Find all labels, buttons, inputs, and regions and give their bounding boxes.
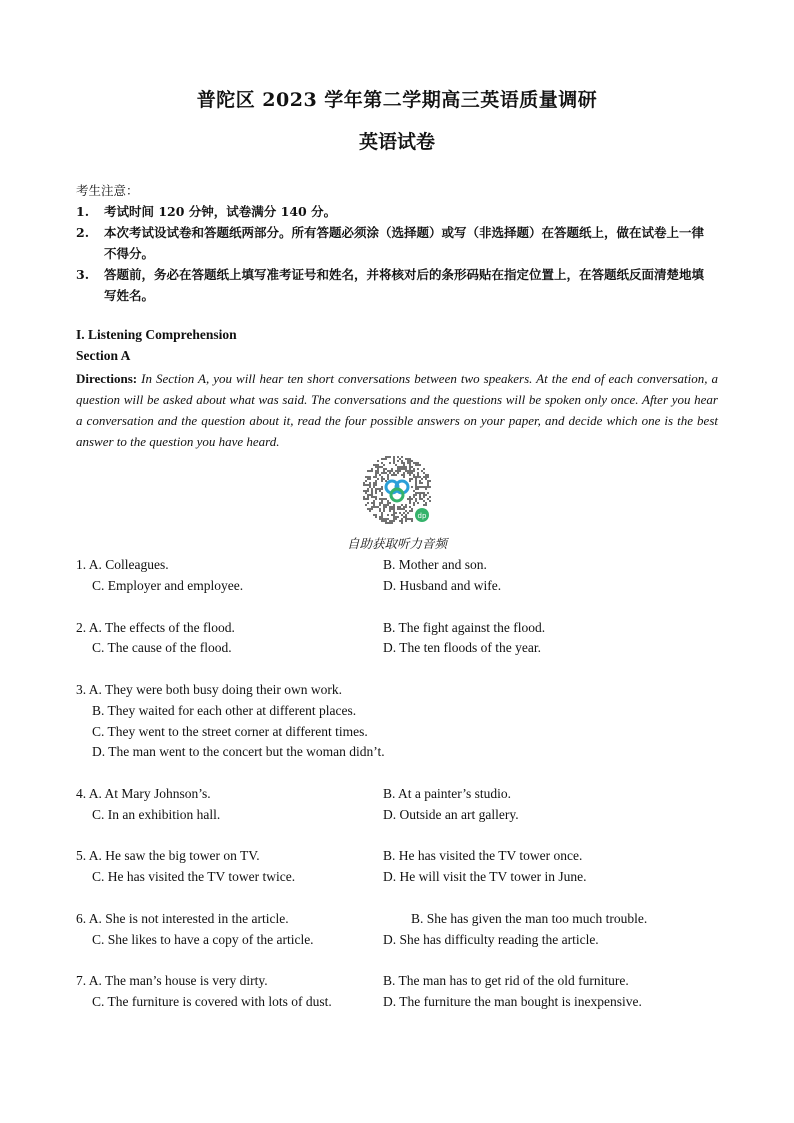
option-4c: C. In an exhibition hall. — [92, 807, 221, 822]
option-2a: 2. A. The effects of the flood. — [76, 620, 235, 635]
qr-code-icon[interactable] — [361, 454, 433, 526]
option-7b: B. The man has to get rid of the old furniture. — [383, 973, 629, 988]
notice-text: 考试时间 120 分钟，试卷满分 140 分。 — [104, 204, 337, 219]
notice-number: 3. — [76, 267, 90, 282]
notice-number: 1. — [76, 204, 90, 219]
directions — [76, 368, 718, 452]
option-6c: C. She likes to have a copy of the article. — [92, 932, 314, 947]
exam-subtitle: 英语试卷 — [358, 131, 435, 153]
option-4b: B. At a painter’s studio. — [383, 786, 511, 801]
option-5a: 5. A. He saw the big tower on TV. — [76, 848, 260, 863]
option-7c: C. The furniture is covered with lots of dust. — [92, 994, 332, 1009]
option-3d: D. The man went to the concert but the woman didn’t. — [92, 744, 385, 759]
exam-title: 普陀区 2023 学年第二学期高三英语质量调研 — [196, 89, 598, 111]
option-2b: B. The fight against the flood. — [383, 620, 546, 635]
notice-item — [76, 264, 716, 306]
option-5c: C. He has visited the TV tower twice. — [92, 869, 296, 884]
qr-caption: 自助获取听力音频 — [346, 536, 447, 551]
option-3b: B. They waited for each other at different places. — [92, 703, 357, 718]
option-1d: D. Husband and wife. — [383, 578, 502, 593]
part-title: I. Listening Comprehension — [76, 327, 237, 342]
directions-text: In Section A, you will hear ten short conversations between two speakers. At the end of each conversation, a question will be asked about what was said. The conversations and the questions will be spoken only once. After you hear a conversation and the question about it, read the four possible answers on your paper, and decide which one is the best answer to the question you have heard. — [76, 371, 718, 449]
notice-text: 本次考试设试卷和答题纸两部分。所有答题必须涂（选择题）或写（非选择题）在答题纸上，做在试卷上一律不得分。 — [104, 225, 705, 261]
notice-text: 答题前，务必在答题纸上填写准考证号和姓名，并将核对后的条形码贴在指定位置上，在答题纸反面清楚地填写姓名。 — [104, 267, 705, 303]
option-7d: D. The furniture the man bought is inexpensive. — [383, 994, 642, 1009]
option-4d: D. Outside an art gallery. — [383, 807, 519, 822]
notice-item — [76, 201, 716, 222]
section-title: Section A — [76, 348, 131, 363]
option-2d: D. The ten floods of the year. — [383, 640, 541, 655]
option-5b: B. He has visited the TV tower once. — [383, 848, 583, 863]
option-4a: 4. A. At Mary Johnson’s. — [76, 786, 211, 801]
option-6d: D. She has difficulty reading the article. — [383, 932, 599, 947]
option-1c: C. Employer and employee. — [92, 578, 244, 593]
option-6a: 6. A. She is not interested in the article. — [76, 911, 289, 926]
option-3a: 3. A. They were both busy doing their own work. — [76, 682, 342, 697]
option-2c: C. The cause of the flood. — [92, 640, 232, 655]
option-1a: 1. A. Colleagues. — [76, 557, 169, 572]
option-6b: B. She has given the man too much trouble. — [411, 911, 648, 926]
option-5d: D. He will visit the TV tower in June. — [383, 869, 587, 884]
notice-number: 2. — [76, 225, 90, 240]
notice-item — [76, 222, 716, 264]
directions-label: Directions: — [76, 371, 138, 386]
option-7a: 7. A. The man’s house is very dirty. — [76, 973, 268, 988]
notice-heading: 考生注意： — [76, 183, 139, 198]
option-1b: B. Mother and son. — [383, 557, 487, 572]
svg-text:dp: dp — [417, 512, 427, 520]
option-3c: C. They went to the street corner at different times. — [92, 724, 368, 739]
